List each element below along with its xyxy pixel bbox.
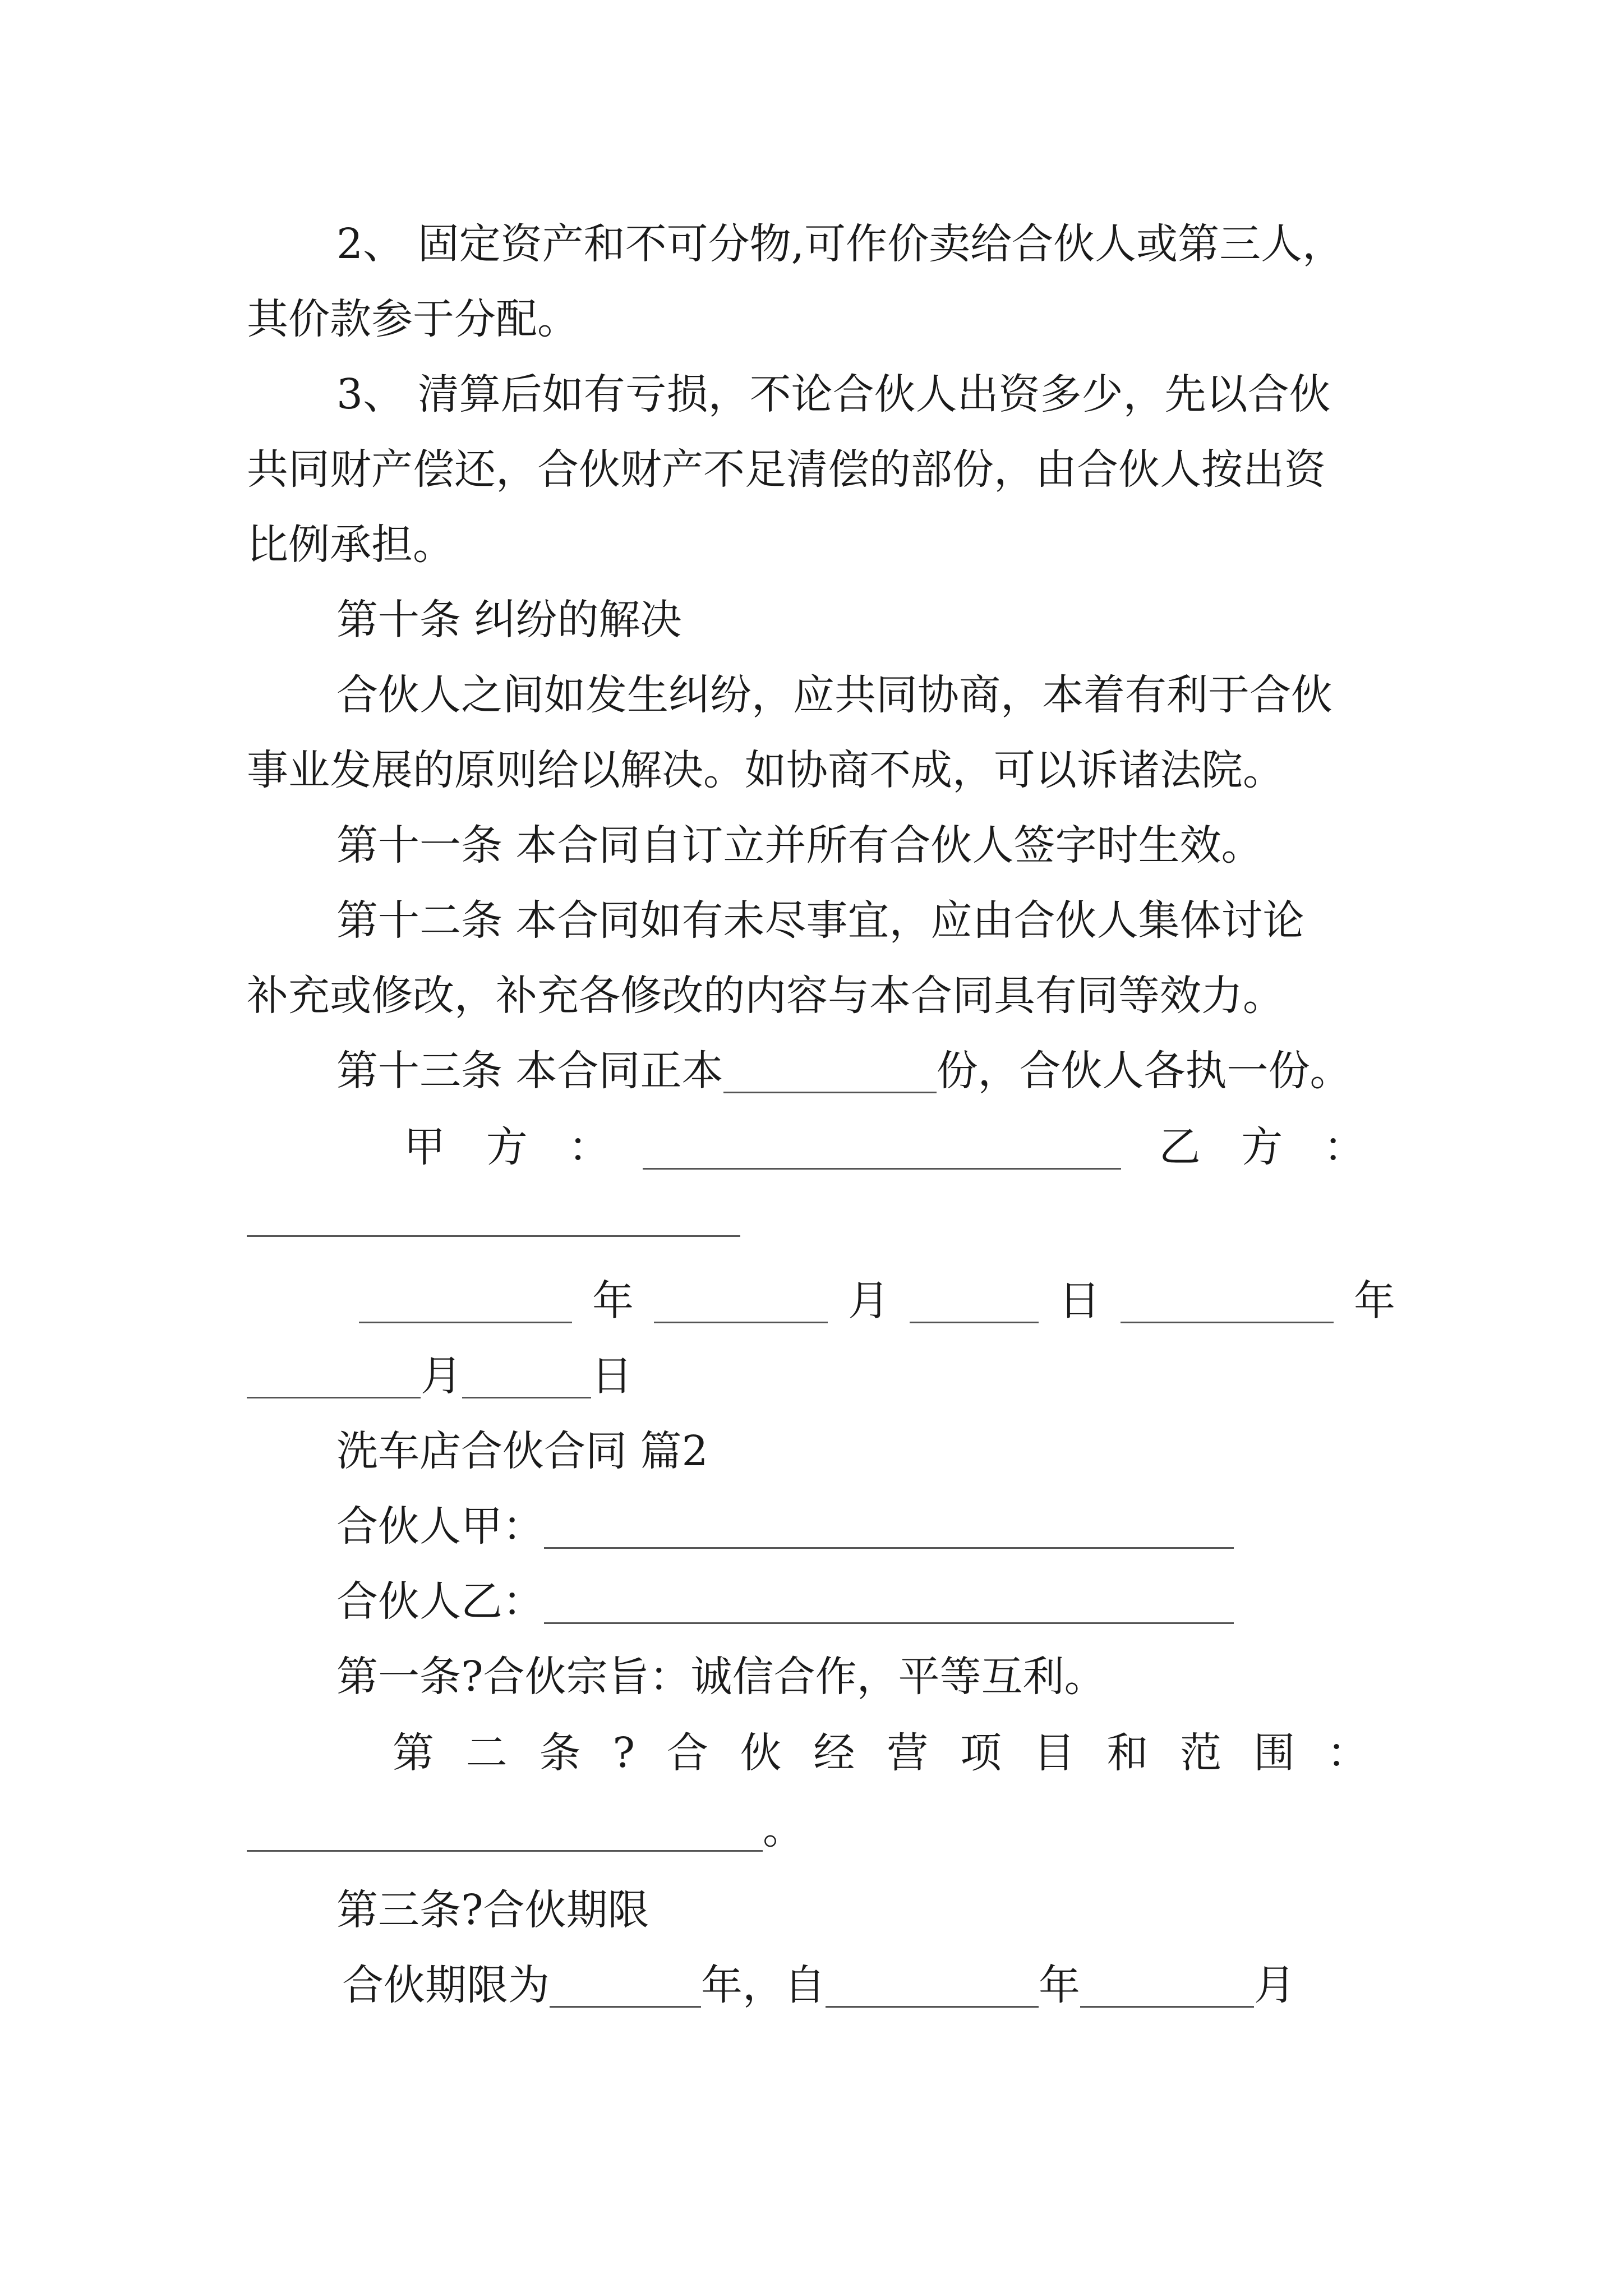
article-2-char: ? — [612, 1729, 635, 1777]
party-b-char1: 乙 — [1159, 1123, 1201, 1171]
article-2-cont — [247, 1798, 804, 1860]
party-a-char1: 甲 — [404, 1123, 445, 1171]
article-2-char: 目 — [1033, 1729, 1075, 1777]
term-year-label: 年 — [1039, 1961, 1080, 2009]
signature-line — [404, 1116, 1365, 1178]
party-b-signature-row — [247, 1184, 740, 1245]
article-2 — [393, 1722, 1368, 1784]
date-b-day-label: 日 — [591, 1352, 633, 1400]
article-13-text: 第十三条 本合同正本 — [336, 1047, 723, 1095]
term-start-month-blank[interactable] — [1080, 1963, 1254, 2008]
date-row-b — [247, 1345, 633, 1407]
para-clause-2-cont: 其价款参于分配。 — [247, 295, 579, 343]
party-b-colon: ： — [1323, 1123, 1365, 1171]
date-a-day-blank[interactable] — [910, 1279, 1039, 1323]
date-b-year-label: 年 — [1354, 1277, 1395, 1325]
date-b-month-label: 月 — [421, 1352, 462, 1400]
partner-a-row — [336, 1496, 1234, 1557]
partner-a-label: 合伙人甲： — [336, 1502, 544, 1550]
article-2-period: 。 — [763, 1805, 804, 1853]
date-b-year-blank[interactable] — [1121, 1279, 1334, 1323]
article-2-char: 二 — [465, 1729, 508, 1777]
party-b-signature-blank[interactable] — [247, 1193, 740, 1237]
party-a-colon: ： — [568, 1123, 610, 1171]
article-1: 第一条?合伙宗旨：诚信合作，平等互利。 — [336, 1653, 1106, 1701]
date-b-month-blank[interactable] — [247, 1354, 421, 1398]
term-month-label: 月 — [1254, 1961, 1295, 2009]
article-2-char: 围 — [1253, 1729, 1295, 1777]
date-b-day-blank[interactable] — [462, 1354, 591, 1398]
date-a-year-blank[interactable] — [359, 1279, 572, 1323]
party-a-signature-blank[interactable] — [643, 1125, 1121, 1170]
para-article-13 — [336, 1040, 1352, 1102]
para-article-12-cont: 补充或修改，补充各修改的内容与本合同具有同等效力。 — [247, 972, 1284, 1020]
article-3: 第三条?合伙期限 — [336, 1886, 649, 1934]
date-a-month-label: 月 — [848, 1277, 889, 1325]
date-a-day-label: 日 — [1059, 1277, 1100, 1325]
article-2-char: 合 — [666, 1729, 708, 1777]
article-2-char: 条 — [539, 1729, 581, 1777]
article-2-char: 经 — [813, 1729, 855, 1777]
article-2-char: 项 — [960, 1729, 1002, 1777]
term-years-blank[interactable] — [550, 1963, 701, 2008]
heading-article-10: 第十条 纠纷的解决 — [336, 596, 682, 644]
para-article-10: 合伙人之间如发生纠纷，应共同协商，本着有利于合伙 — [336, 671, 1332, 719]
para-article-11: 第十一条 本合同自订立并所有合伙人签字时生效。 — [336, 821, 1263, 869]
para-clause-3-cont: 共同财产偿还，合伙财产不足清偿的部份，由合伙人按出资 — [247, 445, 1326, 494]
business-scope-blank[interactable] — [247, 1807, 763, 1852]
partner-a-blank[interactable] — [544, 1504, 1234, 1549]
term-label: 合伙期限为 — [342, 1961, 550, 2009]
term-start-year-blank[interactable] — [826, 1963, 1039, 2008]
date-a-month-blank[interactable] — [654, 1279, 828, 1323]
term-row — [342, 1954, 1295, 2016]
date-row-a — [359, 1270, 1415, 1332]
article-2-char: 营 — [887, 1729, 929, 1777]
section-title: 洗车店合伙合同 篇2 — [336, 1427, 708, 1475]
article-2-char: ： — [1326, 1729, 1368, 1777]
article-2-char: 第 — [393, 1729, 434, 1777]
para-clause-2: 2、 固定资产和不可分物,可作价卖给合伙人或第三人， — [336, 220, 1344, 268]
date-a-year-label: 年 — [592, 1277, 634, 1325]
article-2-char: 范 — [1180, 1729, 1222, 1777]
para-clause-3: 3、 清算后如有亏损，不论合伙人出资多少，先以合伙 — [336, 370, 1331, 418]
party-b-char2: 方 — [1241, 1123, 1283, 1171]
partner-b-label: 合伙人乙： — [336, 1577, 544, 1626]
article-13-text-end: 份，合伙人各执一份。 — [936, 1047, 1352, 1095]
term-from-label: 年，自 — [701, 1961, 826, 2009]
partner-b-blank[interactable] — [544, 1580, 1234, 1624]
para-article-10-cont: 事业发展的原则给以解决。如协商不成，可以诉诸法院。 — [247, 746, 1284, 794]
partner-b-row — [336, 1571, 1234, 1632]
para-clause-3-cont2: 比例承担。 — [247, 521, 454, 569]
article-2-char: 伙 — [740, 1729, 782, 1777]
article-2-char: 和 — [1106, 1729, 1149, 1777]
party-a-char2: 方 — [486, 1123, 528, 1171]
copies-blank[interactable] — [723, 1049, 937, 1093]
para-article-12: 第十二条 本合同如有未尽事宜，应由合伙人集体讨论 — [336, 896, 1304, 945]
